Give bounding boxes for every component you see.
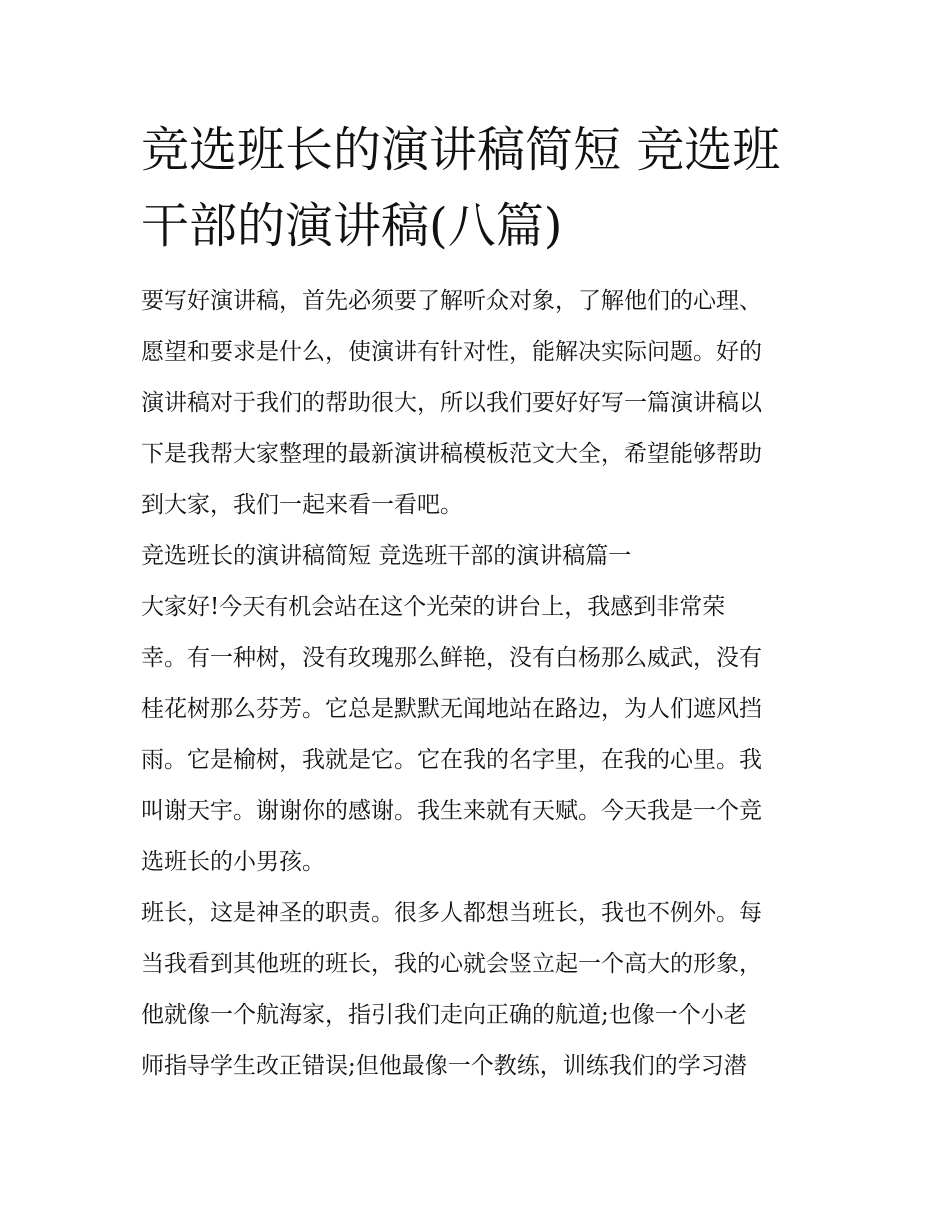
intro-paragraph — [141, 276, 813, 531]
paragraph-line: 幸。有一种树，没有玫瑰那么鲜艳，没有白杨那么威武，没有 — [141, 645, 762, 671]
intro-line: 下是我帮大家整理的最新演讲稿模板范文大全，希望能够帮助 — [141, 441, 762, 467]
body-paragraph-1 — [141, 582, 813, 888]
intro-line: 演讲稿对于我们的帮助很大，所以我们要好好写一篇演讲稿以 — [141, 390, 762, 416]
paragraph-line: 选班长的小男孩。 — [141, 849, 325, 875]
document-title — [141, 112, 813, 264]
title-line: 竞选班长的演讲稿简短 竞选班 — [141, 122, 781, 178]
body-paragraph-2 — [141, 888, 813, 1092]
paragraph-line: 大家好!今天有机会站在这个光荣的讲台上，我感到非常荣 — [141, 594, 726, 620]
paragraph-line: 师指导学生改正错误;但他最像一个教练，训练我们的学习潜 — [141, 1053, 747, 1079]
paragraph-line: 班长，这是神圣的职责。很多人都想当班长，我也不例外。每 — [141, 900, 762, 926]
intro-line: 愿望和要求是什么，使演讲有针对性，能解决实际问题。好的 — [141, 339, 762, 365]
paragraph-line: 叫谢天宇。谢谢你的感谢。我生来就有天赋。今天我是一个竞 — [141, 798, 762, 824]
document-content — [141, 112, 813, 1092]
intro-line: 到大家，我们一起来看一看吧。 — [141, 492, 463, 518]
paragraph-line: 雨。它是榆树，我就是它。它在我的名字里，在我的心里。我 — [141, 747, 762, 773]
paragraph-line: 他就像一个航海家，指引我们走向正确的航道;也像一个小老 — [141, 1002, 747, 1028]
section-heading — [141, 531, 813, 582]
paragraph-line: 桂花树那么芬芳。它总是默默无闻地站在路边，为人们遮风挡 — [141, 696, 762, 722]
section-heading-text: 竞选班长的演讲稿简短 竞选班干部的演讲稿篇一 — [141, 543, 632, 569]
title-line: 干部的演讲稿(八篇) — [141, 198, 563, 254]
paragraph-line: 当我看到其他班的班长，我的心就会竖立起一个高大的形象， — [141, 951, 762, 977]
intro-line: 要写好演讲稿，首先必须要了解听众对象，了解他们的心理、 — [141, 288, 762, 314]
